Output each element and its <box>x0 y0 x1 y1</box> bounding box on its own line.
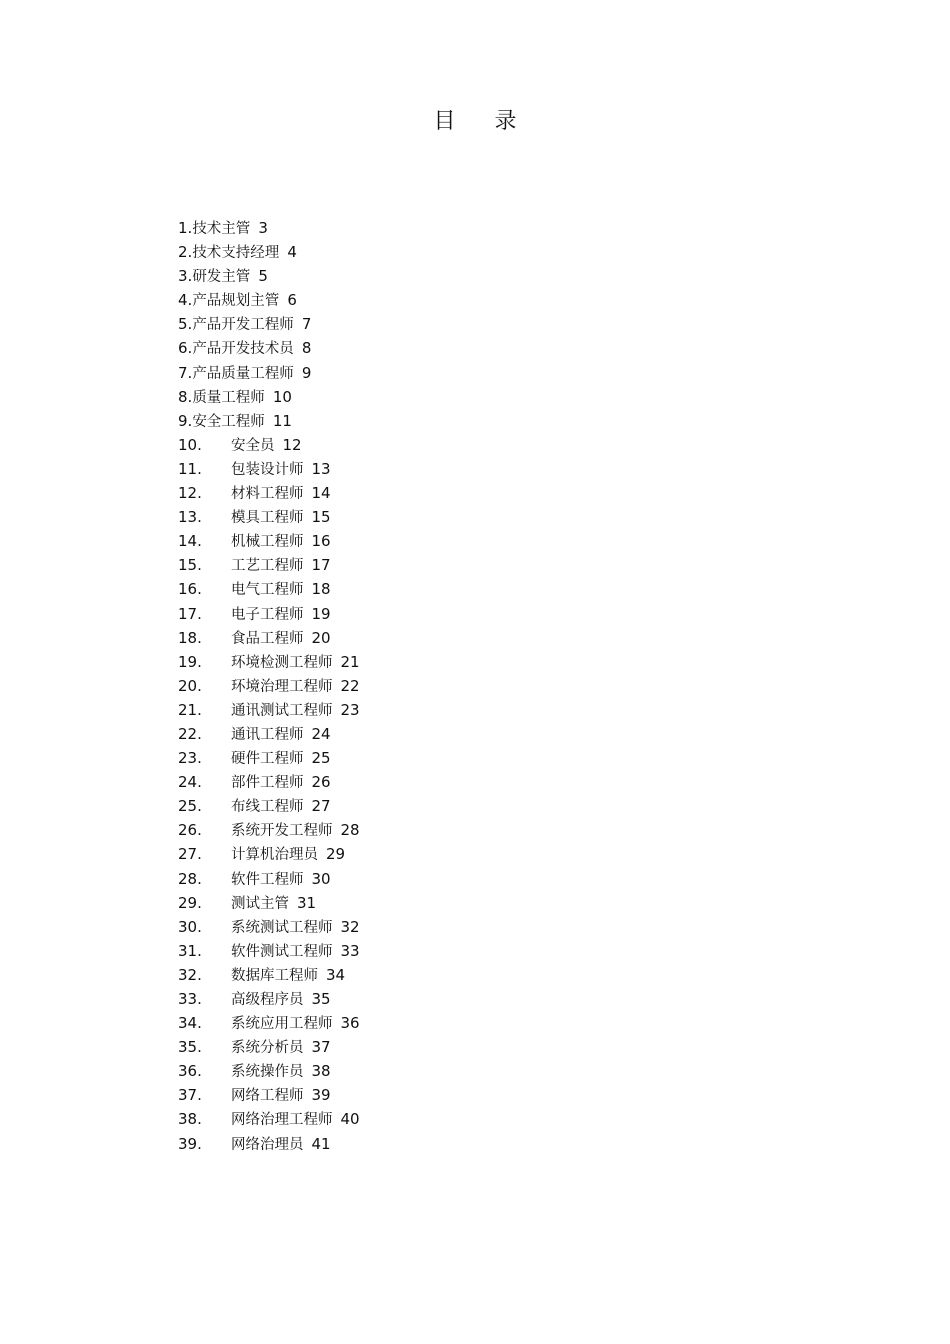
toc-entry-page-number: 7 <box>301 315 312 334</box>
toc-entry-number: 26. <box>178 821 202 840</box>
toc-entry-number: 21. <box>178 700 202 719</box>
toc-entry-page-number: 14 <box>311 484 331 503</box>
toc-entry[interactable] <box>178 674 738 698</box>
toc-entry[interactable] <box>178 529 738 553</box>
toc-entry-number: 15. <box>178 556 202 575</box>
toc-entry-number: 25. <box>178 797 202 816</box>
table-of-contents <box>178 216 738 1156</box>
toc-entry-number: 33. <box>178 990 202 1008</box>
toc-entry-number: 36. <box>178 1062 202 1081</box>
toc-entry[interactable] <box>178 505 738 529</box>
toc-entry-page-number: 29 <box>326 845 346 864</box>
toc-entry[interactable] <box>178 650 738 674</box>
toc-entry[interactable] <box>178 577 738 601</box>
toc-entry[interactable] <box>178 361 738 385</box>
toc-entry-page-number: 13 <box>311 459 331 478</box>
toc-entry-page-number: 15 <box>311 508 331 527</box>
toc-entry[interactable] <box>178 794 738 818</box>
toc-entry[interactable] <box>178 818 738 842</box>
toc-entry[interactable] <box>178 602 738 626</box>
toc-entry-label: 安全工程师 <box>192 413 265 430</box>
toc-entry-page-number: 37 <box>311 1038 331 1057</box>
toc-entry-label: 部件工程师 <box>231 775 304 792</box>
toc-entry[interactable] <box>178 216 738 240</box>
toc-entry-number: 37. <box>178 1086 202 1105</box>
toc-entry[interactable] <box>178 336 738 360</box>
toc-entry-number: 19. <box>178 652 202 671</box>
toc-entry-page-number: 25 <box>311 749 331 768</box>
toc-entry[interactable] <box>178 626 738 650</box>
toc-entry-page-number: 16 <box>311 532 331 551</box>
toc-entry-number: 22. <box>178 724 202 743</box>
toc-entry[interactable] <box>178 1059 738 1083</box>
toc-entry-page-number: 10 <box>272 387 292 406</box>
toc-entry-number: 32. <box>178 965 202 984</box>
toc-entry-label: 系统操作员 <box>231 1064 304 1081</box>
toc-entry-label: 技术主管 <box>192 221 251 237</box>
toc-entry-label: 通讯工程师 <box>231 726 304 743</box>
toc-entry[interactable] <box>178 963 738 987</box>
toc-entry[interactable] <box>178 842 738 866</box>
toc-entry-number: 14. <box>178 532 202 551</box>
toc-entry-number: 2. <box>178 243 193 262</box>
toc-entry-page-number: 5 <box>258 267 268 286</box>
toc-entry-number: 23. <box>178 749 202 768</box>
toc-entry-label: 包装设计师 <box>231 461 304 478</box>
toc-entry[interactable] <box>178 409 738 433</box>
toc-entry-number: 7. <box>178 363 193 382</box>
toc-entry-label: 技术支持经理 <box>192 245 280 262</box>
toc-entry[interactable] <box>178 240 738 264</box>
toc-entry-number: 35. <box>178 1038 202 1057</box>
toc-entry-number: 5. <box>178 315 193 334</box>
toc-entry-label: 研发主管 <box>192 269 251 286</box>
toc-entry[interactable] <box>178 939 738 963</box>
toc-entry[interactable] <box>178 1132 738 1156</box>
toc-entry-page-number: 32 <box>340 917 360 936</box>
toc-entry[interactable] <box>178 1011 738 1035</box>
toc-entry-label: 系统应用工程师 <box>231 1016 333 1033</box>
toc-entry[interactable] <box>178 385 738 409</box>
toc-entry-label: 机械工程师 <box>231 534 304 551</box>
toc-entry-page-number: 24 <box>311 724 331 743</box>
toc-entry[interactable] <box>178 457 738 481</box>
toc-entry-number: 39. <box>178 1134 202 1153</box>
toc-entry-label: 软件测试工程师 <box>231 943 333 960</box>
toc-entry-page-number: 41 <box>311 1134 331 1153</box>
toc-entry-label: 电气工程师 <box>231 582 304 599</box>
toc-entry-number: 18. <box>178 628 202 647</box>
toc-entry[interactable] <box>178 481 738 505</box>
toc-entry-number: 29. <box>178 893 202 912</box>
toc-entry-label: 网络治理工程师 <box>231 1112 333 1129</box>
toc-entry-label: 电子工程师 <box>231 606 304 623</box>
toc-entry-page-number: 21 <box>340 652 360 671</box>
toc-entry-number: 6. <box>178 339 193 358</box>
toc-entry[interactable] <box>178 891 738 915</box>
toc-entry[interactable] <box>178 264 738 288</box>
toc-entry-page-number: 27 <box>311 797 331 816</box>
toc-entry-number: 4. <box>178 291 193 310</box>
toc-entry-label: 网络工程师 <box>231 1088 304 1105</box>
toc-entry-label: 质量工程师 <box>192 389 265 406</box>
toc-entry[interactable] <box>178 1035 738 1059</box>
toc-entry[interactable] <box>178 770 738 794</box>
toc-entry-label: 测试主管 <box>231 895 289 912</box>
toc-entry-page-number: 26 <box>311 773 331 792</box>
toc-entry-page-number: 17 <box>311 556 331 575</box>
page-title: 目 录 <box>433 109 533 134</box>
toc-entry-number: 20. <box>178 676 202 695</box>
toc-entry-number: 30. <box>178 917 202 936</box>
toc-entry-label: 产品规划主管 <box>192 293 280 310</box>
toc-entry-number: 16. <box>178 580 202 599</box>
toc-entry-label: 产品开发工程师 <box>192 317 294 334</box>
toc-entry-page-number: 22 <box>340 676 360 695</box>
toc-entry-page-number: 8 <box>301 339 312 358</box>
toc-entry-number: 12. <box>178 484 202 503</box>
toc-entry[interactable] <box>178 553 738 577</box>
toc-entry[interactable] <box>178 433 738 457</box>
toc-entry-number: 34. <box>178 1014 202 1033</box>
toc-entry-page-number: 18 <box>311 580 331 599</box>
toc-entry-label: 安全员 <box>231 437 275 454</box>
toc-entry-label: 硬件工程师 <box>231 751 304 768</box>
toc-entry-label: 食品工程师 <box>231 630 304 647</box>
toc-entry-page-number: 12 <box>282 435 302 454</box>
toc-entry-page-number: 31 <box>297 893 317 912</box>
toc-entry-label: 系统测试工程师 <box>231 919 333 936</box>
toc-entry-number: 8. <box>178 387 193 406</box>
toc-entry-page-number: 6 <box>287 291 297 310</box>
toc-entry-page-number: 33 <box>340 941 360 960</box>
toc-entry-number: 11. <box>178 459 202 478</box>
toc-entry[interactable] <box>178 722 738 746</box>
toc-entry-label: 系统分析员 <box>231 1040 304 1057</box>
toc-entry-page-number: 39 <box>311 1086 331 1105</box>
toc-entry-label: 产品开发技术员 <box>192 341 294 358</box>
toc-entry-page-number: 36 <box>340 1014 360 1033</box>
toc-entry-number: 28. <box>178 869 202 888</box>
toc-entry-label: 环境检测工程师 <box>231 654 333 671</box>
toc-entry[interactable] <box>178 915 738 939</box>
toc-entry[interactable] <box>178 698 738 722</box>
toc-entry-label: 产品质量工程师 <box>192 365 294 382</box>
toc-entry-label: 通讯测试工程师 <box>231 702 333 719</box>
toc-entry-label: 网络治理员 <box>231 1136 304 1153</box>
toc-entry-page-number: 30 <box>311 869 331 888</box>
toc-entry-label: 软件工程师 <box>231 871 304 888</box>
toc-entry-page-number: 38 <box>311 1062 331 1081</box>
toc-entry-page-number: 9 <box>301 363 312 382</box>
toc-entry-label: 高级程序员 <box>231 992 304 1008</box>
toc-entry-number: 3. <box>178 267 193 286</box>
toc-entry-number: 1. <box>178 219 193 237</box>
toc-entry-label: 计算机治理员 <box>231 847 318 864</box>
toc-entry-page-number: 4 <box>287 243 297 262</box>
toc-entry-label: 环境治理工程师 <box>231 678 333 695</box>
toc-entry-number: 27. <box>178 845 202 864</box>
toc-entry-label: 工艺工程师 <box>231 558 304 575</box>
toc-entry[interactable] <box>178 1083 738 1107</box>
toc-entry-page-number: 19 <box>311 604 331 623</box>
toc-entry-label: 系统开发工程师 <box>231 823 333 840</box>
toc-entry-page-number: 28 <box>340 821 360 840</box>
toc-entry-page-number: 34 <box>326 965 346 984</box>
toc-entry[interactable] <box>178 1107 738 1131</box>
toc-entry[interactable] <box>178 312 738 336</box>
toc-entry-page-number: 11 <box>272 411 292 430</box>
toc-entry-number: 31. <box>178 941 202 960</box>
toc-entry-label: 数据库工程师 <box>231 967 318 984</box>
toc-entry-page-number: 35 <box>311 990 331 1008</box>
toc-entry-label: 模具工程师 <box>231 510 304 527</box>
toc-entry[interactable] <box>178 746 738 770</box>
toc-entry-number: 9. <box>178 411 193 430</box>
toc-entry[interactable] <box>178 987 738 1011</box>
toc-entry-page-number: 40 <box>340 1110 360 1129</box>
toc-entry-number: 17. <box>178 604 202 623</box>
toc-entry[interactable] <box>178 867 738 891</box>
toc-entry-label: 材料工程师 <box>231 486 304 503</box>
toc-entry-number: 10. <box>178 435 202 454</box>
toc-entry[interactable] <box>178 288 738 312</box>
toc-entry-number: 13. <box>178 508 202 527</box>
toc-entry-label: 布线工程师 <box>231 799 304 816</box>
toc-entry-number: 38. <box>178 1110 202 1129</box>
toc-entry-page-number: 23 <box>340 700 360 719</box>
toc-entry-number: 24. <box>178 773 202 792</box>
toc-entry-page-number: 3 <box>258 219 268 237</box>
toc-entry-page-number: 20 <box>311 628 331 647</box>
